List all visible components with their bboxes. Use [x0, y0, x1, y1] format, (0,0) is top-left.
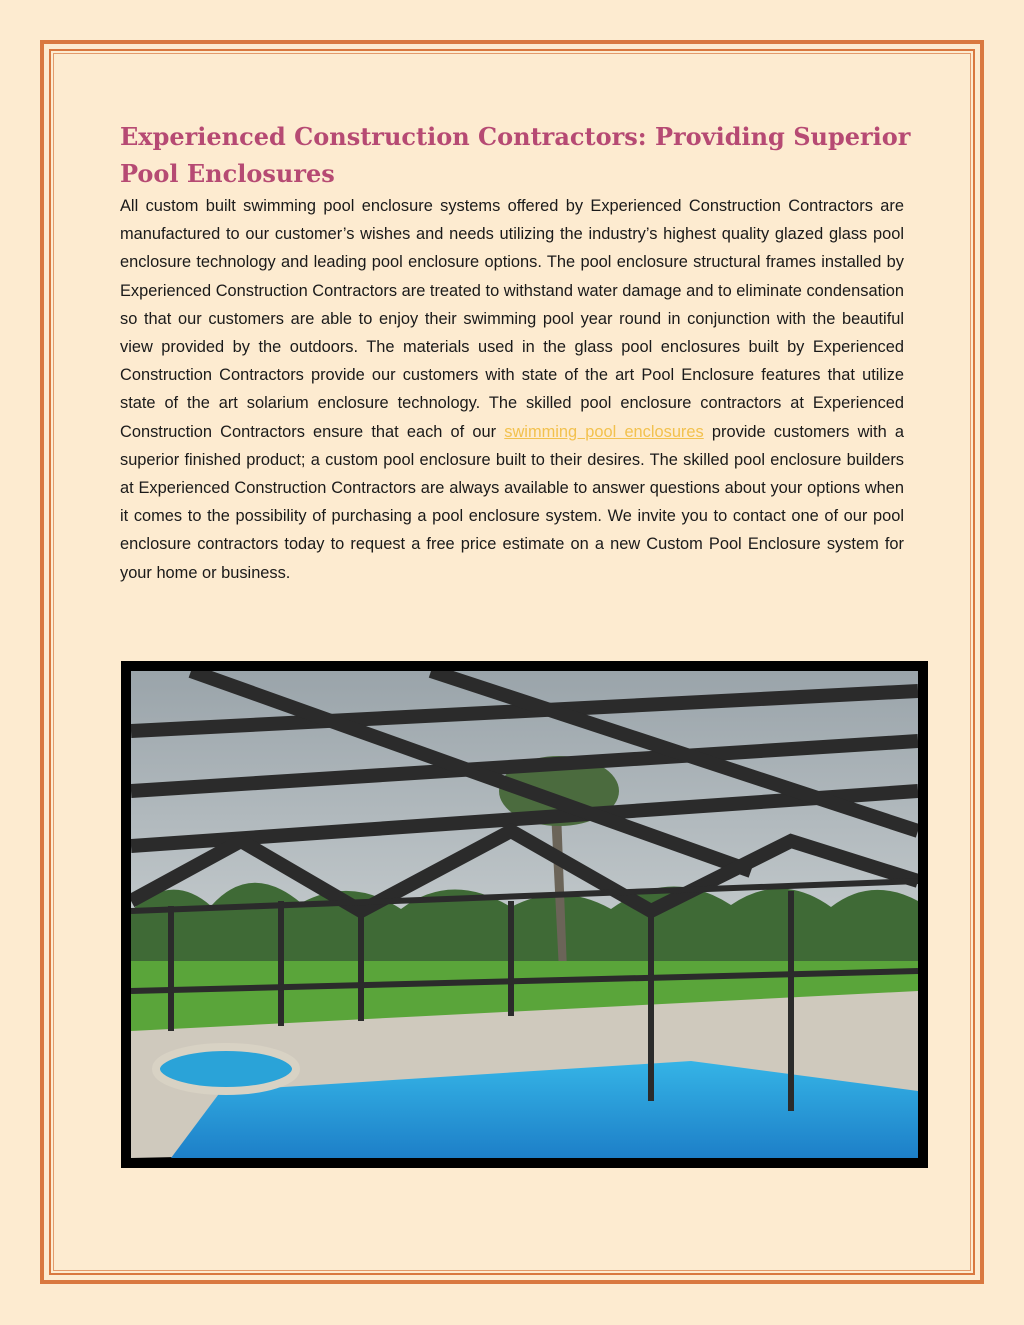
- document-title: Experienced Construction Contractors: Providing Superior Pool Enclosures: [120, 122, 911, 188]
- swimming-pool-enclosures-link[interactable]: swimming pool enclosures: [504, 422, 704, 441]
- pool-enclosure-photo: [121, 661, 928, 1168]
- body-paragraph: [120, 192, 904, 587]
- paragraph-text-end: provide customers with a superior finished product; a custom pool enclosure built to their desires. The skilled pool enclosure builders at Experienced Construction Contractors are always available to answer questions about your options when it comes to the possibility of purchasing a pool enclosure system. We invite you to contact one of our pool enclosure contractors today to request a free price estimate on a new Custom Pool Enclosure system for your home or business.: [120, 422, 905, 582]
- pool-enclosure-image: [131, 671, 918, 1158]
- paragraph-text-start: All custom built swimming pool enclosure systems offered by Experienced Construction Contractors are manufactured to our customer’s wishes and needs utilizing the industry’s highest quality glazed glass pool enclosure technology and leading pool enclosure options. The pool enclosure structural frames installed by Experienced Construction Contractors are treated to withstand water damage and to eliminate condensation so that our customers are able to enjoy their swimming pool year round in conjunction with the beautiful view provided by the outdoors. The materials used in the glass pool enclosures built by Experienced Construction Contractors provide our customers with state of the art Pool Enclosure features that utilize state of the art solarium enclosure technology. The skilled pool enclosure contractors at Experienced Construction Contractors ensure that each of our: [120, 197, 904, 441]
